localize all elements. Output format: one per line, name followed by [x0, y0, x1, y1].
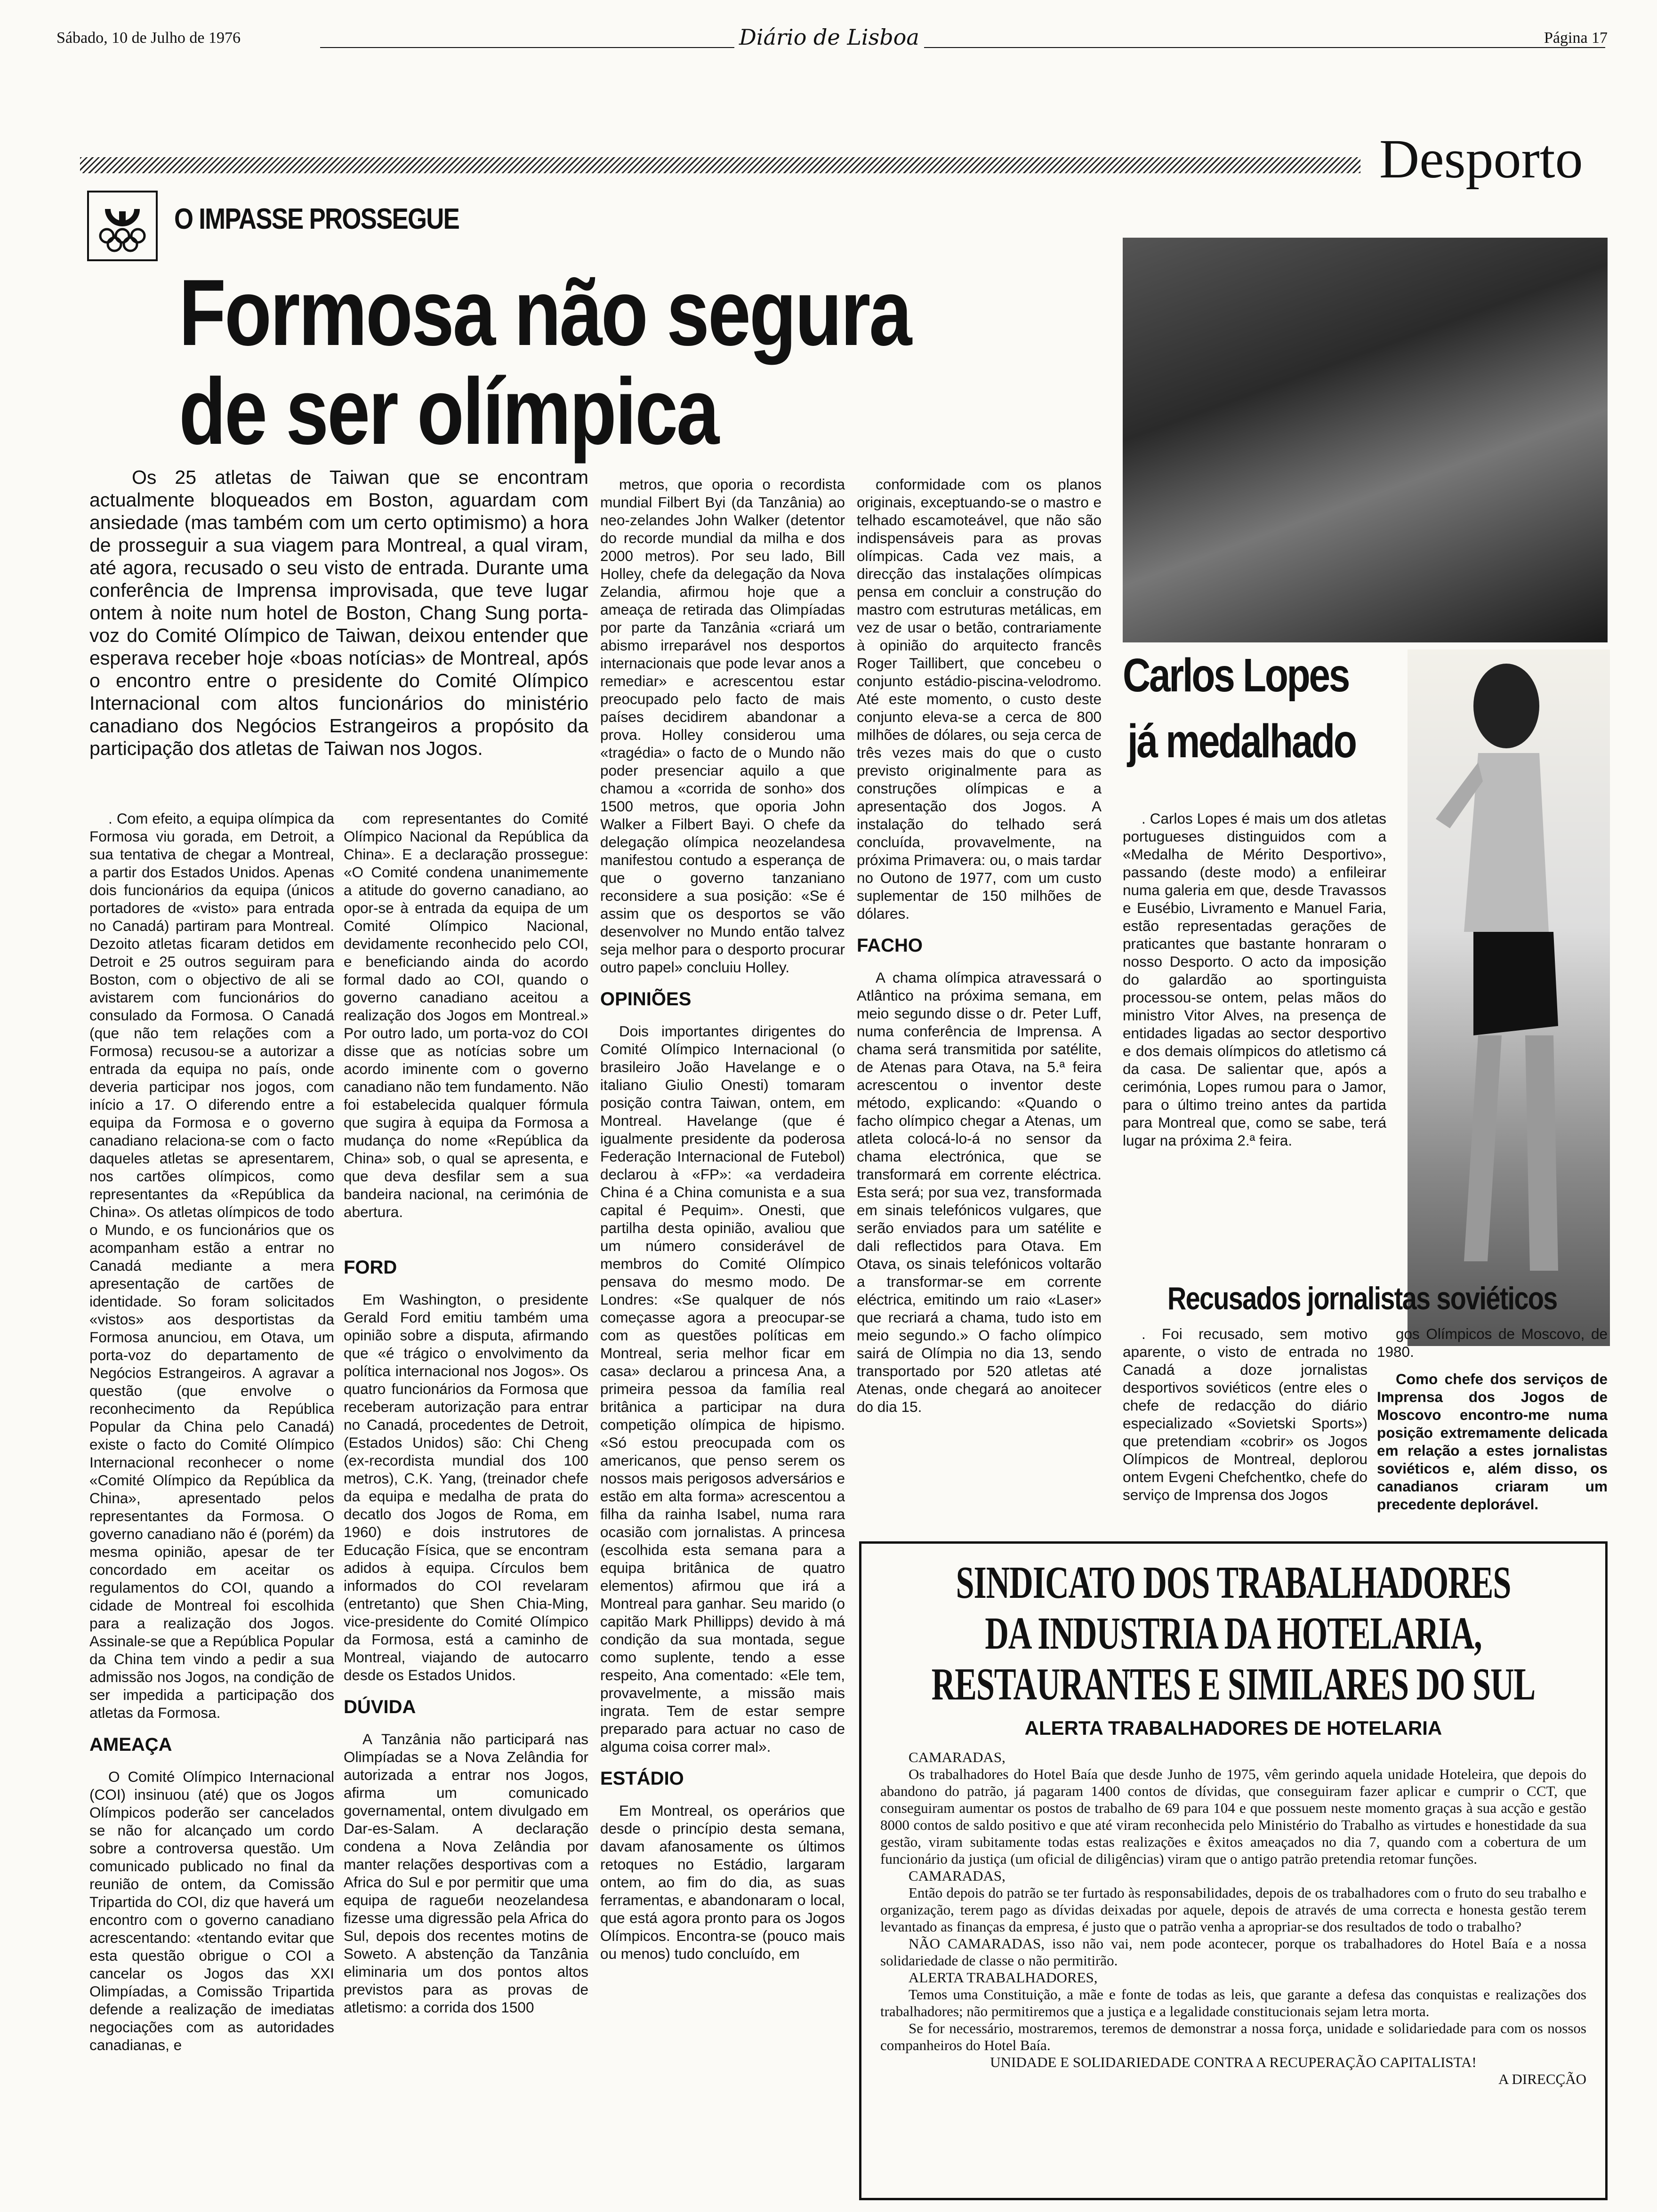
lopes-title-2: já medalhado [1127, 715, 1356, 768]
column-4-text: conformidade com os planos originais, exceptuando-se o mastro e telhado escamoteável, que não são indispensáveis para as provas olímpicas. Cada vez mais, a direcção das instalações olímpicas pensa em concluir a construção do mastro com estruturas metálicas, em vez de usar o betão, contrariamente à opinião do arquitecto francês Roger Taillibert, que concebeu o conjunto estádio-piscina-velodromo. Até este momento, o custo deste conjunto eleva-se a cerca de 800 milhões de dólares, ou seja cerca de três vezes mais do que o custo previsto originalmente para as construções olímpicas e a apresentação dos Jogos. A instalação do telhado será concluída, provavelmente, na próxima Primavera: ou, o mais tardar no Outono de 1977, com um custo suplementar de 150 milhões de dólares. [857, 476, 1102, 922]
article-column-4 [857, 475, 1102, 1539]
ad-title-1: SINDICATO DOS TRABALHADORES [956, 1557, 1511, 1609]
column-3-text: metros, que oporia o recordista mundial Filbert Byi (da Tanzânia) ao neo-zelandes John Walker (detentor do recorde mundial da milha e dos 2000 metros). Por seu lado, Bill Holley, chefe da delegação da Nova Zelandia, afirmou hoje que a ameaça de retirada das Olimpíadas por parte da Tanzânia «criará um abismo irreparável nos desportos internacionais que pode levar anos a remediar» e acrescentou estar preocupado pelo facto de mais países decidirem abandonar a prova. Holley considerou uma «tragédia» o facto de o Mundo não poder presenciar aquilo a que chamou a «corrida de sonho» dos 1500 metros, que oporia John Walker a Filbert Bayi. O chefe da delegação olímpica neozelandesa manifestou contudo a esperança de que o governo tanzaniano reconsidere a sua posição: «Se é assim que os desportos se vão desenvolver no Mundo então talvez seja melhor para o desporto procurar outro papel» concluiu Holley. [600, 476, 845, 976]
column-2b-text: Em Washington, o presidente Gerald Ford emitiu também uma opinião sobre a disputa, afirmando que «é trágico o envolvimento da política internacional nos Jogos». Os quatro funcionários da Formosa que receberam autorização para entrar no Canadá, procedentes de Detroit, (Estados Unidos) são: Chi Cheng (ex-recordista mundial dos 100 metros), C.K. Yang, (treinador chefe da equipa e medalha de prata do decatlo dos Jogos de Roma, em 1960) e dois instrutores de Educação Física, que se encontram adidos à equipa. Círculos bem informados do COI revelaram (entretanto) que Shen Chia-Ming, vice-presidente do Comité Olímpico da Formosa, está a caminho de Montreal, viajando de autocarro desde os Estados Unidos. [344, 1291, 588, 1683]
article-column-1 [89, 809, 334, 2212]
column-3b-text: Dois importantes dirigentes do Comité Olímpico Internacional (o brasileiro João Havelange e o italiano Giulio Onesti) tomaram posição contra Taiwan, ontem, em Montreal. Havelange (que é igualmente presidente da poderosa Federação Internacional de Futebol) declarou à «FP»: «a verdadeira China é a China comunista e a sua capital é Pequim». Onesti, que partilha desta opinião, avaliou que um número considerável de membros do Comité Olímpico pensava do mesmo modo. De Londres: «Se qualquer de nós começasse agora a preocupar-se com as questões políticas em Montreal, seria melhor ficar em casa» declarou a princesa Ana, a primeira pessoa da família real britânica a participar na dura competição olímpica de hipismo. «Só estou preocupada com os americanos, que penso serem os nossos mais perigosos adversários e estão em alta forma» acrescentou a filha da rainha Isabel, numa rara ocasião com jornalistas. A princesa (escolhida esta semana para a equipa britânica de quatro elementos) afirmou que irá a Montreal para ganhar. Seu marido (o capitão Mark Phillipps) devido à má condição da sua montada, segue como suplente, tendo a esse respeito, Ana comentado: «Ele tem, provavelmente, a missão mais ingrata. Tem de estar sempre preparado para actuar no caso de alguma coisa correr mal». [600, 1023, 845, 1755]
headline-line-2: de ser olímpica [179, 359, 718, 464]
masthead: Diário de Lisboa [734, 24, 924, 50]
photo-officials [1123, 238, 1608, 642]
ad-p8: Se for necessário, mostraremos, teremos de demonstrar a nossa força, unidade e solidariedade para com os nossos companheiros do Hotel Baía. [880, 2020, 1586, 2053]
subhead-facho: FACHO [857, 935, 923, 956]
lopes-paragraph: . Carlos Lopes é mais um dos atletas portugueses distinguidos com a «Medalha de Mérito Desportivo», passando (deste modo) a enfileirar numa galeria em que, desde Travassos e Eusébio, Livramento e Manuel Faria, estão representadas gerações de praticantes que bastante honraram o nosso Desporto. O acto da imposição do galardão ao sportinguista processou-se ontem, pelas mãos do ministro Vitor Alves, na presença de entidades ligadas ao sector desportivo e dos demais olímpicos do atletismo cá da casa. De salientar que, após a cerimónia, Lopes rumou para o Jamor, para o último treino antes da partida para Montreal que, como se sabe, terá lugar na próxima 2.ª feira. [1123, 810, 1386, 1149]
lopes-box [1123, 649, 1400, 1261]
column-2c-text: A Tanzânia não participará nas Olimpíadas se a Nova Zelândia for autorizada a entrar nos Jogos, afirma um comunicado governamental, ontem divulgado em Dar-es-Salam. A declaração condena a Nova Zelândia por manter relações desportivas com a Africa do Sul e por permitir que uma equipa de ragueби neozelandesa fizesse uma digressão pela Africa do Sul, depois dos recentes motins de Soweto. A abstenção da Tanzânia eliminaria um dos pontos altos previstos para as provas de atletismo: a corrida dos 1500 [344, 1731, 588, 2016]
ad-subtitle: ALERTA TRABALHADORES DE HOTELARIA [1024, 1717, 1442, 1739]
union-ad-box [859, 1541, 1608, 2200]
subhead-estadio: ESTÁDIO [600, 1768, 684, 1789]
header-page: Página 17 [1544, 29, 1608, 47]
ad-p7: Temos uma Constituição, a mãe e fonte de todas as leis, que garante a defesa das conquistas e realizações dos trabalhadores; não permitiremos que a justiça e a legalidade constitucionais sejam letra morta. [880, 1986, 1586, 2020]
section-title: Desporto [1379, 128, 1583, 190]
header-rule [320, 47, 1605, 48]
ad-p1: CAMARADAS, [909, 1749, 1005, 1765]
ad-p5: NÃO CAMARADAS, isso não vai, nem pode acontecer, porque os trabalhadores do Hotel Baía e a nossa solidariedade de classe o não permitirão. [880, 1935, 1586, 1969]
subhead-ford: FORD [344, 1257, 397, 1278]
montreal-olympics-logo [87, 191, 158, 261]
ad-p3: CAMARADAS, [909, 1867, 1005, 1884]
column-1-text: . Com efeito, a equipa olímpica da Formosa viu gorada, em Detroit, a sua tentativa de chegar a Montreal, a partir dos Estados Unidos. Apenas dois funcionários da equipa (únicos portadores de «visto» para entrada no Canadá) partiram para Montreal. Dezoito atletas ficaram detidos em Detroit e 25 outros seguiram para Boston, com o objectivo de ali se avistarem com funcionários do consulado da Formosa. O Canadá (que não tem relações com a Formosa) recusou-se a autorizar a entrada da equipa no país, onde deveria participar nos jogos, com início a 17. O diferendo entre a equipa da Formosa e o governo canadiano relaciona-se com o facto daqueles atletas se apresentarem, nos cartões olímpicos, como representantes da «República da China». Os atletas olímpicos de todo o Mundo, e os funcionários que os acompanham estão a entrar no Canadá mediante a mera apresentação de cartões de identidade. So foram solicitados «vistos» aos desportistas da Formosa anunciou, em Otava, um porta-voz do departamento de Negócios Estrangeiros. A agravar a questão (que envolve o reconhecimento da República Popular da China pelo Canadá) existe o facto do Comité Olímpico Internacional reconhecer o nome «Comité Olímpico da República da China», apresentado pelos representantes da Formosa. O governo canadiano não é (porém) da mesma opinião, apesar de ter concordado em aceitar os regulamentos do COI, quando a cidade de Montreal foi escolhida para a realização dos Jogos. Assinale-se que a República Popular da China tem vindo a pedir a sua admissão nos Jogos, na condição de ser impedida a participação dos atletas da Formosa. [89, 810, 334, 1721]
column-4b-text: A chama olímpica atravessará o Atlântico na próxima semana, em meio segundo disse o dr. Peter Luff, numa conferência de Imprensa. A chama será transmitida por satélite, de Atenas para Otava, na 5.ª feira acrescentou o inventor deste método, explicando: «Quando o facho olímpico chegar a Atenas, um atleta colocá-lo-á no sensor da chama electrónica, que se transformará em corrente eléctrica. Esta será; por sua vez, transformada em sinais telefónicos vulgares, que serão enviados para um satélite e dali reflectidos para Otava. Em Otava, os sinais telefónicos voltarão a transformar-se em corrente eléctrica, emitindo um raio «Laser» que recriará a chama, tudo isto em meio segundo.» O facho olímpico sairá de Olímpia no dia 13, sendo transportado por 520 atletas até Atenas, onde chegará ao anoitecer do dia 15. [857, 969, 1102, 1415]
sovieticos-column-1 [1123, 1325, 1367, 1532]
lopes-text [1123, 809, 1386, 1261]
column-1b-text: O Comité Olímpico Internacional (COI) insinuou (até) que os Jogos Olímpicos poderão ser cancelados se não for alcançado um cordo sobre a controversa questão. Um comunicado publicado no final da reunião de ontem, da Comissão Tripartida do COI, diz que haverá um encontro com o governo canadiano acrescentando: «tentando evitar que esta questão obrigue o COI a cancelar os Jogos das XXI Olimpíadas, a Comissão Tripartida defende a realização de imediatas negociações com as autoridades canadianas, e [89, 1768, 334, 2053]
ad-title-2: DA INDUSTRIA DA HOTELARIA, [985, 1608, 1482, 1659]
olympic-rings-icon [89, 192, 156, 259]
runner-silhouette-icon [1408, 649, 1610, 1346]
header-date: Sábado, 10 de Julho de 1976 [56, 29, 241, 47]
subhead-ameaca: AMEAÇA [89, 1734, 172, 1755]
lead-paragraph: Os 25 atletas de Taiwan que se encontram actualmente bloqueados em Boston, aguardam com ansiedade (mas também com um certo optimismo) a hora de prosseguir a sua viagem para Montreal, a qual viram, até agora, recusado o seu visto de entrada. Durante uma conferência de Imprensa improvisada, que teve lugar ontem à noite num hotel de Boston, Chang Sung porta-voz do Comité Olímpico de Taiwan, deixou entender que esperava receber hoje «boas notícias» de Montreal, após o encontro entre o presidente do Comité Olímpico Internacional com altos funcionários do ministério canadiano dos Negócios Estrangeiros a propósito da participação dos atletas de Taiwan nos Jogos. [89, 466, 588, 759]
section-hatch-rule [80, 157, 1360, 173]
lopes-title-1: Carlos Lopes [1123, 649, 1349, 702]
ad-p6: ALERTA TRABALHADORES, [909, 1969, 1098, 1986]
ad-signature: A DIRECÇÃO [1498, 2071, 1586, 2087]
kicker: O IMPASSE PROSSEGUE [174, 203, 459, 235]
ad-p2: Os trabalhadores do Hotel Baía que desde Junho de 1975, vêm gerindo aquela unidade Hoteleira, que depois do abandono do patrão, já pagaram 1400 contos de dívidas, que conseguiram fazer aplicar e cumprir o CCT, que conseguiram aumentar os postos de trabalho de 69 para 104 e que possuem neste momento graças à sua acção e gestão 8000 contos de saldo positivo e que até viram reconhecida pelo Ministério do Trabalho as virtudes e honestidade da sua gestão, viram subitamente todas estas realizações e êxitos ameaçados no dia 7, quando com a cobertura de um funcionário da justiça (um oficial de diligências) viram que o antigo patrão pretendia retomar funções. [880, 1766, 1586, 1867]
sovieticos-col2b-text: Como chefe dos serviços de Imprensa dos Jogos de Moscovo encontro-me numa posição extremamente delicada em relação a estes jornalistas soviéticos e, além disso, os canadianos criaram um precedente deplorável. [1377, 1370, 1608, 1513]
subhead-opinioes: OPINIÕES [600, 989, 692, 1010]
ad-body [880, 1749, 1586, 2088]
column-2-text: com representantes do Comité Olímpico Nacional da República da China». E a declaração prossegue: «O Comité condena unanimemente a atitude do governo canadiano, ao opor-se à entrada da equipa de um Comité Olímpico Nacional, devidamente reconhecido pelo COI, e beneficiando ainda do acordo formal dado ao COI, quando o governo canadiano aceitou a realização dos Jogos em Montreal.» Por outro lado, um porta-voz do COI disse que as notícias sobre um acordo iminente com o governo canadiano não tem fundamento. Não foi estabelecida qualquer fórmula que sugira à equipa da Formosa a mudança do nome «República da China» sob, o qual se apresenta, e que deva desfilar sem a sua bandeira nacional, na cerimónia de abertura. [344, 810, 588, 1220]
photo-carlos-lopes [1408, 649, 1610, 1346]
ad-title-3: RESTAURANTES E SIMILARES DO SUL [931, 1659, 1536, 1710]
sovieticos-col1-text: . Foi recusado, sem motivo aparente, o visto de entrada no Canadá a doze jornalistas desportivos soviéticos (entre eles o chefe de redacção do diário especializado «Sovietski Sports») que pretendiam «cobrir» os Jogos Olímpicos de Montreal, deplorou ontem Evgeni Chefchentko, chefe do serviço de Imprensa dos Jogos [1123, 1325, 1367, 1503]
article-column-3 [600, 475, 845, 2212]
ad-p9: UNIDADE E SOLIDARIEDADE CONTRA A RECUPERAÇÃO CAPITALISTA! [990, 2054, 1477, 2070]
headline-line-1: Formosa não segura [179, 260, 911, 365]
article-column-2 [344, 809, 588, 2212]
sovieticos-column-2 [1377, 1325, 1608, 1532]
sovieticos-title: Recusados jornalistas soviéticos [1167, 1281, 1557, 1316]
ad-p4: Então depois do patrão se ter furtado às responsabilidades, depois de os trabalhadores com o fruto do seu trabalho e organização, terem pago as dívidas deixadas por aquele, depois de através de uma correcta e honesta gestão terem levantado as finanças da empresa, é justo que o patrão venha a apropriar-se dos resultados de todo o trabalho? [880, 1884, 1586, 1935]
subhead-duvida: DÚVIDA [344, 1697, 416, 1717]
sovieticos-col2a-text: gos Olímpicos de Moscovo, de 1980. [1377, 1325, 1608, 1360]
column-3c-text: Em Montreal, os operários que desde o princípio desta semana, davam afanosamente os últimos retoques no Estádio, largaram ontem, ao fim do dia, as suas ferramentas, e abandonaram o local, que está agora pronto para os Jogos Olímpicos. Encontra-se (pouco mais ou menos) tudo concluído, em [600, 1802, 845, 1962]
